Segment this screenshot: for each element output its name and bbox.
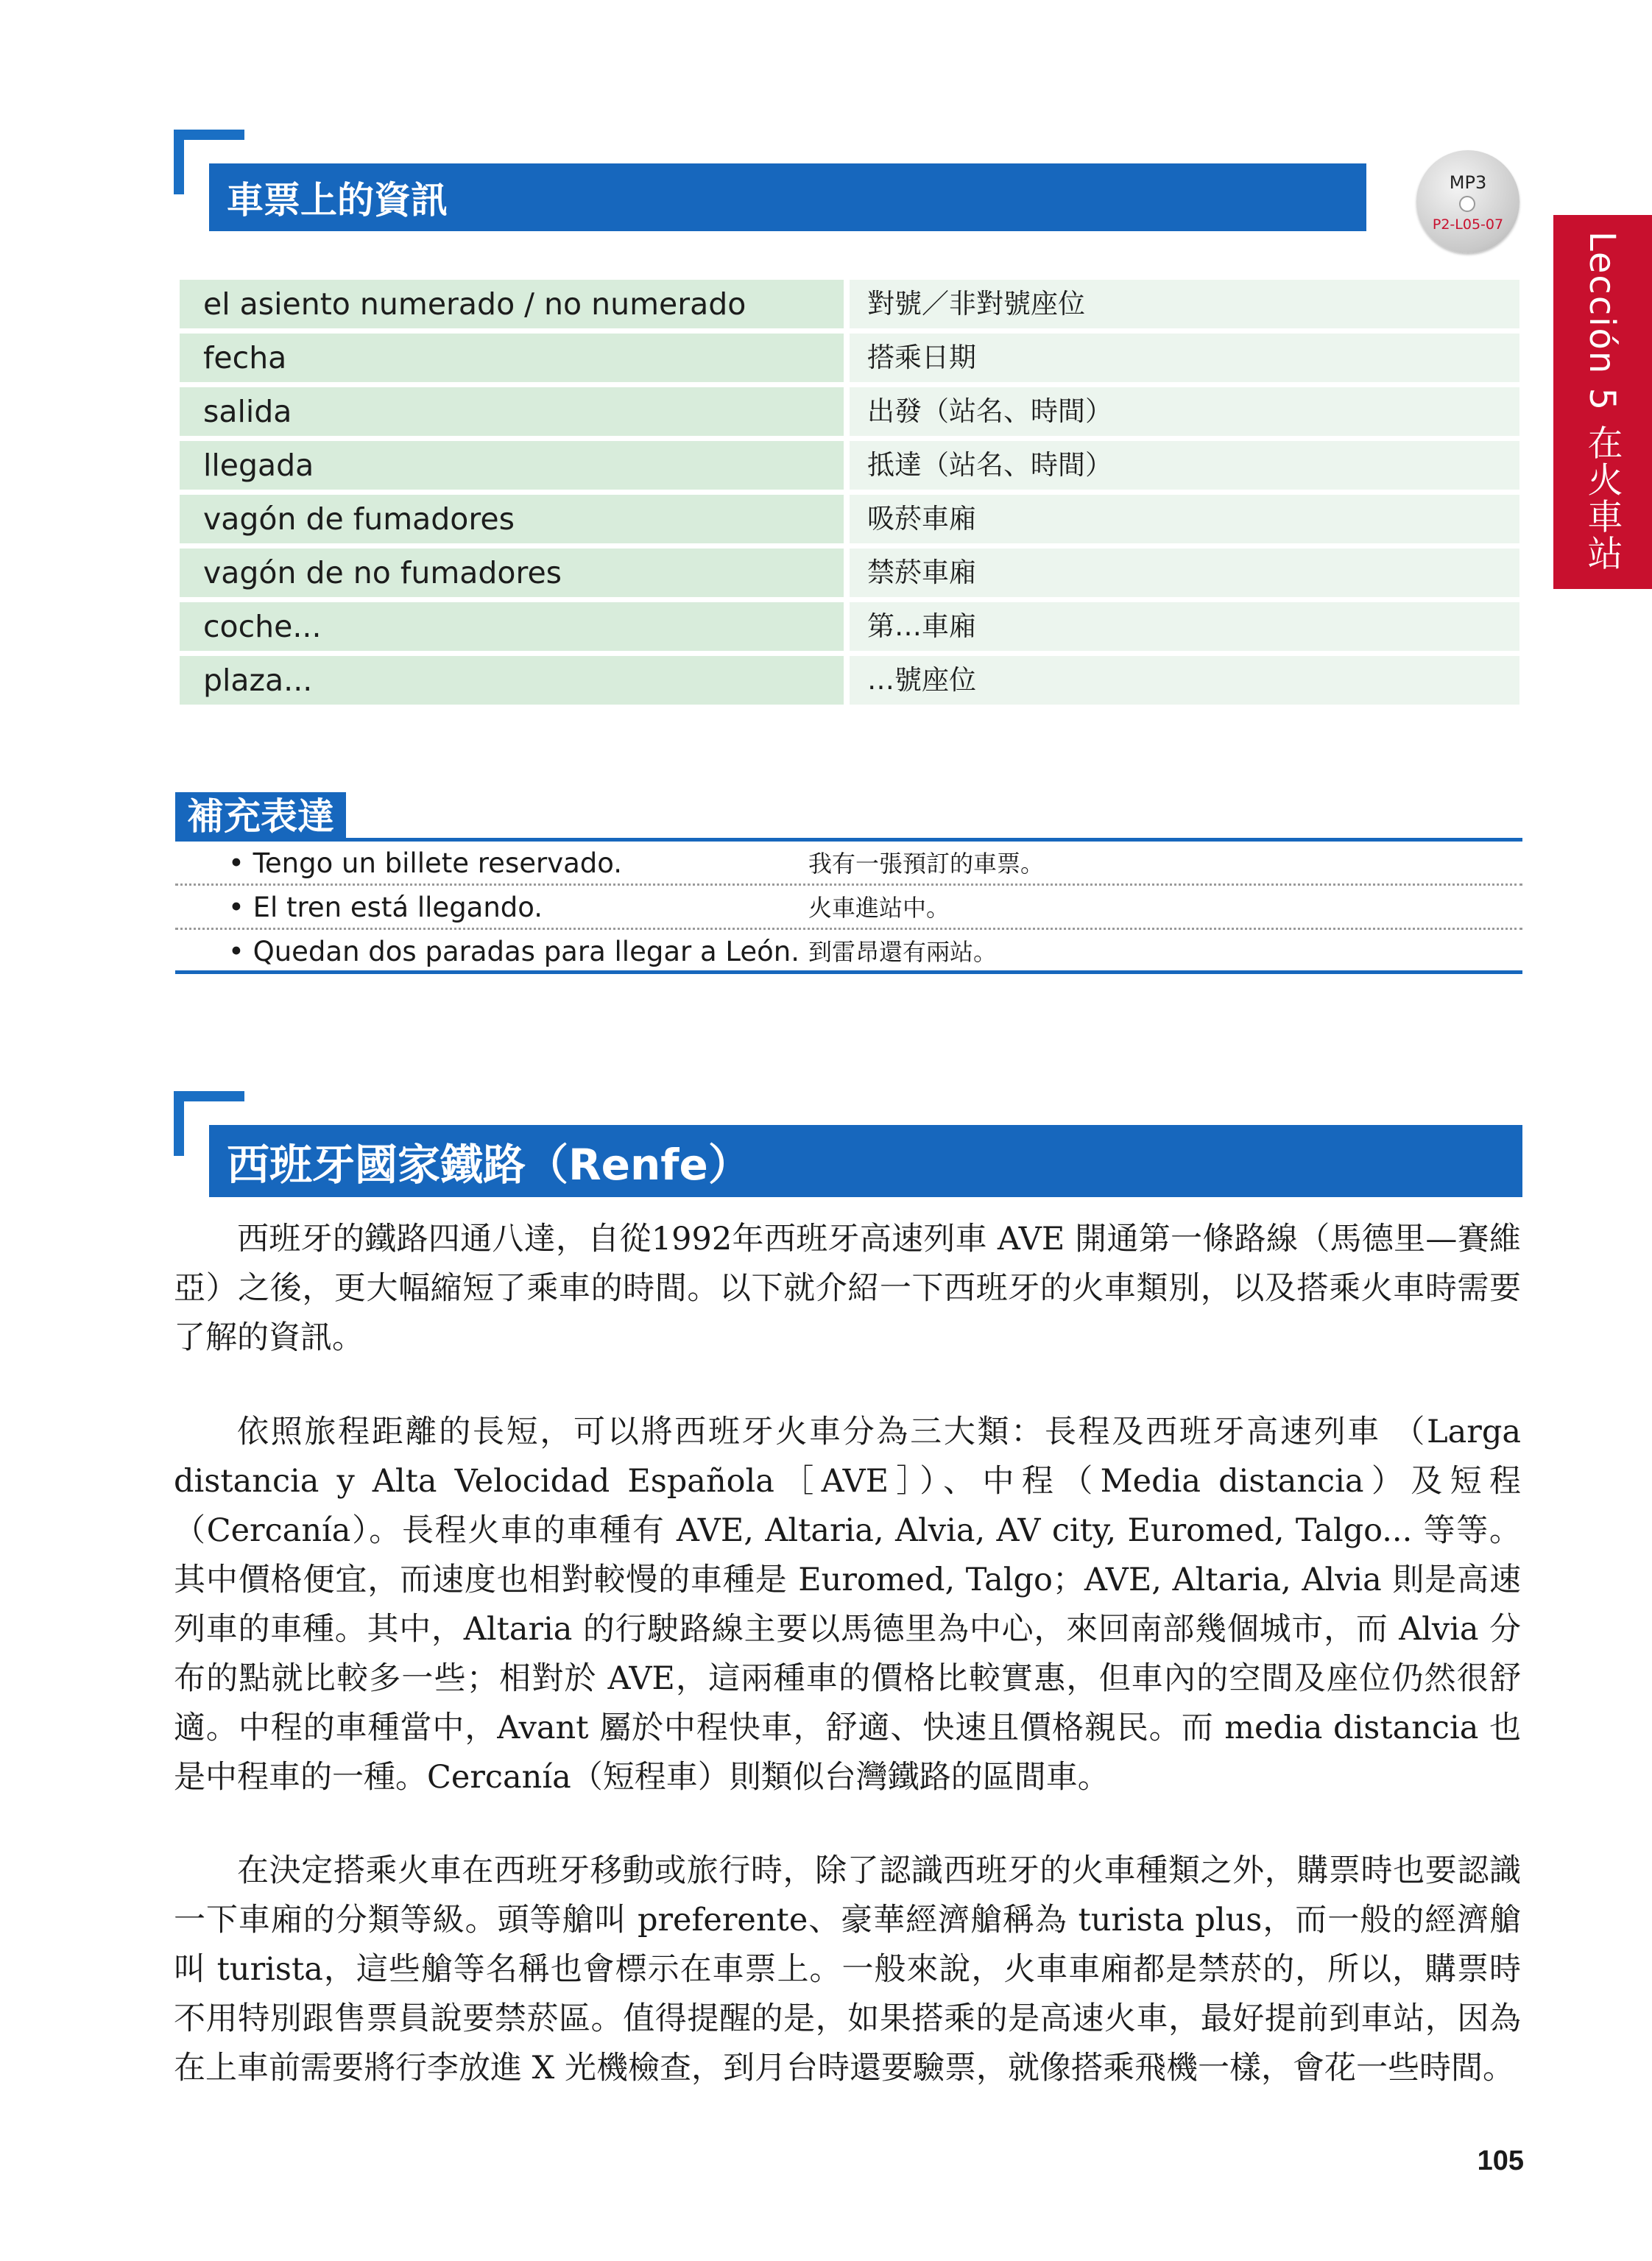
vocab-spanish: llegada xyxy=(180,441,844,490)
section-title: 車票上的資訊 xyxy=(209,163,1366,231)
vocab-spanish: vagón de no fumadores xyxy=(180,549,844,597)
supplement-bottom-rule xyxy=(175,970,1522,974)
supplement-spanish: • Quedan dos paradas para llegar a León. xyxy=(228,936,799,967)
vocab-chinese: 對號／非對號座位 xyxy=(850,280,1519,328)
section-title: 西班牙國家鐵路（Renfe） xyxy=(209,1125,1522,1197)
vocab-chinese: 抵達（站名、時間） xyxy=(850,441,1519,490)
supplement-spanish: • El tren está llegando. xyxy=(228,892,543,923)
lesson-side-tab xyxy=(1553,215,1652,589)
mp3-disc-icon[interactable] xyxy=(1416,150,1519,253)
vocab-row xyxy=(180,656,1519,705)
vocab-chinese: 禁菸車廂 xyxy=(850,549,1519,597)
section-header-renfe xyxy=(174,1091,1522,1194)
vocab-table xyxy=(180,280,1519,710)
vocab-spanish: salida xyxy=(180,387,844,436)
vocab-chinese: 搭乘日期 xyxy=(850,334,1519,382)
vocab-row xyxy=(180,280,1519,328)
vocab-row xyxy=(180,334,1519,382)
supplement-chinese: 我有一張預訂的車票。 xyxy=(808,850,1045,878)
disc-hole xyxy=(1459,196,1475,212)
supplement-row xyxy=(175,930,1522,974)
vocab-chinese: 第…車廂 xyxy=(850,602,1519,651)
vocab-spanish: coche... xyxy=(180,602,844,651)
supplement-row xyxy=(175,886,1522,930)
vocab-spanish: vagón de fumadores xyxy=(180,495,844,543)
body-paragraph: 西班牙的鐵路四通八達，自從1992年西班牙高速列車 AVE 開通第一條路線（馬德里—賽維亞）之後，更大幅縮短了乘車的時間。以下就介紹一下西班牙的火車類別，以及搭乘火車時需要了解的資訊。 xyxy=(174,1221,1521,1356)
vocab-chinese: 出發（站名、時間） xyxy=(850,387,1519,436)
vocab-chinese: …號座位 xyxy=(850,656,1519,705)
vocab-spanish: fecha xyxy=(180,334,844,382)
vocab-spanish: plaza... xyxy=(180,656,844,705)
vocab-row xyxy=(180,602,1519,651)
lesson-side-tab-text: Lección 5 在火車站 xyxy=(1581,231,1623,572)
section-header-ticket-info xyxy=(174,130,1374,233)
page-number: 105 xyxy=(1477,2145,1524,2176)
supplement-spanish: • Tengo un billete reservado. xyxy=(228,847,623,879)
body-paragraph: 在決定搭乘火車在西班牙移動或旅行時，除了認識西班牙的火車種類之外，購票時也要認識一下車廂的分類等級。頭等艙叫 preferente、豪華經濟艙稱為 turista plus，而一般的經濟艙叫 turista，這些艙等名稱也會標示在車票上。一般來說，火車車廂都是禁菸的，所以，購票時不用特別跟售票員說要禁菸區。值得提醒的是，如果搭乘的是高速火車，最好提前到車站，因為在上車前需要將行李放進 X 光機檢查，到月台時還要驗票，就像搭乘飛機一樣，會花一些時間。 xyxy=(174,1852,1521,2087)
vocab-spanish: el asiento numerado / no numerado xyxy=(180,280,844,328)
vocab-row xyxy=(180,387,1519,436)
mp3-track-code: P2-L05-07 xyxy=(1432,216,1504,233)
supplement-row xyxy=(175,842,1522,886)
vocab-row xyxy=(180,495,1519,543)
supplement-chinese: 到雷昂還有兩站。 xyxy=(808,938,998,966)
vocab-row xyxy=(180,549,1519,597)
mp3-label: MP3 xyxy=(1449,172,1487,193)
body-paragraph: 依照旅程距離的長短，可以將西班牙火車分為三大類：長程及西班牙高速列車 （Larga distancia y Alta Velocidad Española［AVE］）、中程（Media distancia）及短程（Cercanía）。長程火車的車種有 AVE, Altaria, Alvia, AV city, Euromed, Talgo... 等等。其中價格便宜，而速度也相對較慢的車種是 Euromed, Talgo；AVE, Altaria, Alvia 則是高速列車的車種。其中，Altaria 的行駛路線主要以馬德里為中心，來回南部幾個城市，而 Alvia 分布的點就比較多一些；相對於 AVE，這兩種車的價格比較實惠，但車內的空間及座位仍然很舒適。中程的車種當中，Avant 屬於中程快車，舒適、快速且價格親民。而 media distancia 也是中程車的一種。Cercanía（短程車）則類似台灣鐵路的區間車。 xyxy=(174,1414,1521,1796)
supplement-chinese: 火車進站中。 xyxy=(808,894,950,922)
vocab-row xyxy=(180,441,1519,490)
supplement-title: 補充表達 xyxy=(175,792,346,841)
vocab-chinese: 吸菸車廂 xyxy=(850,495,1519,543)
